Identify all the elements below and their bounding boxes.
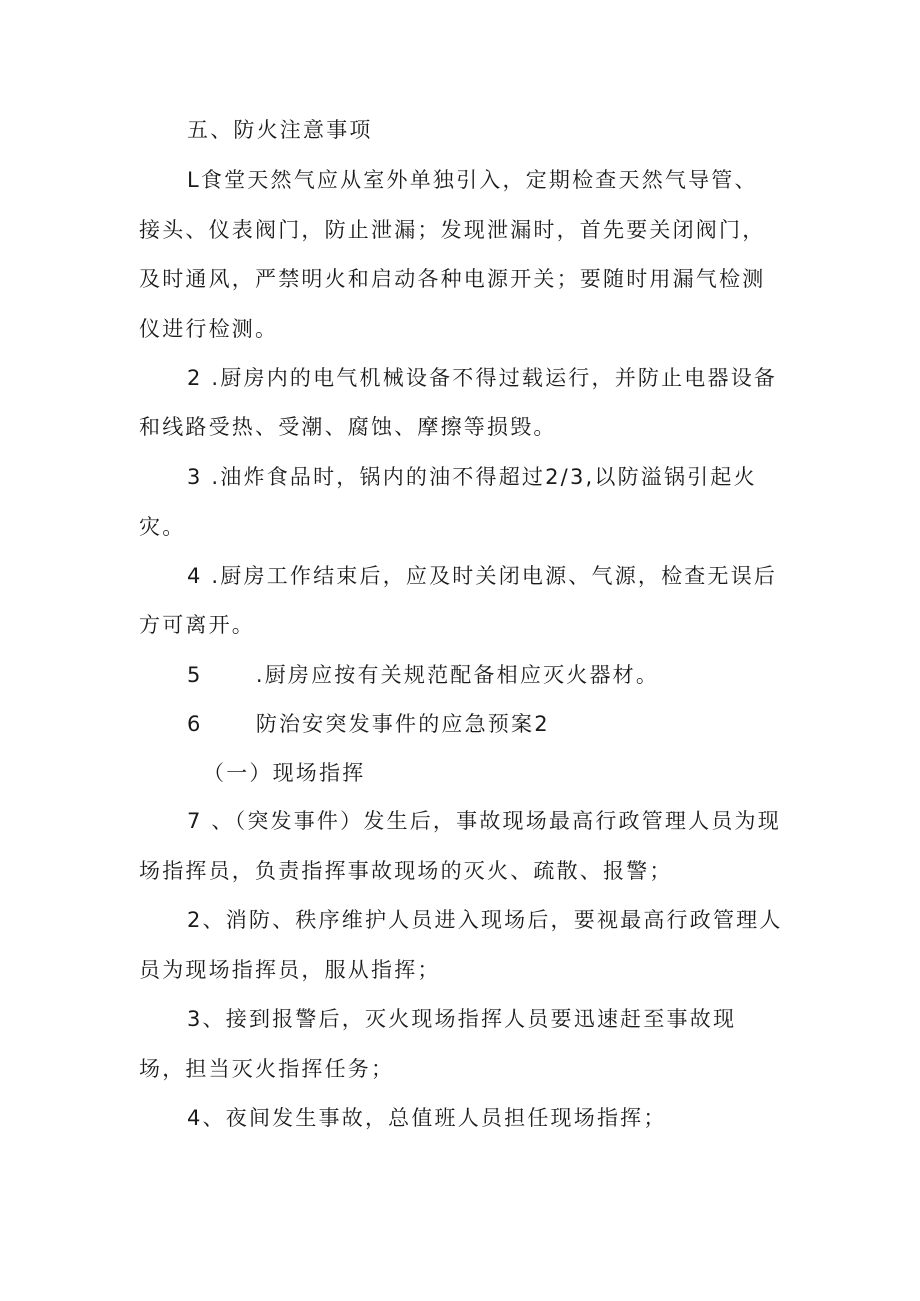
paragraph-line: 4 .厨房工作结束后，应及时关闭电源、气源，检查无误后 [187,564,778,588]
paragraph-line: 5 .厨房应按有关规范配备相应灭火器材。 [187,663,660,687]
paragraph-line: 3、接到报警后，灭火现场指挥人员要迅速赶至事故现 [187,1007,737,1031]
paragraph-line: 方可离开。 [139,613,255,637]
paragraph-line: 6 防治安突发事件的应急预案2 [187,712,550,736]
paragraph-line: 员为现场指挥员，服从指挥； [139,958,441,982]
paragraph-line: 场指挥员，负责指挥事故现场的灭火、疏散、报警； [139,859,673,883]
paragraph-line: 仪进行检测。 [139,317,279,341]
paragraph-line: 2 .厨房内的电气机械设备不得过载运行，并防止电器设备 [187,366,778,390]
paragraph-line: 3 .油炸食品时，锅内的油不得超过2/3,以防溢锅引起火 [187,465,757,489]
subsection-heading: （一）现场指挥 [203,761,366,785]
section-heading: 五、防火注意事项 [187,118,373,142]
paragraph-line: 2、消防、秩序维护人员进入现场后，要视最高行政管理人 [187,908,783,932]
paragraph-line: L食堂天然气应从室外单独引入，定期检查天然气导管、 [187,168,758,192]
paragraph-line: 和线路受热、受潮、腐蚀、摩擦等损毁。 [139,415,557,439]
paragraph-line: 7 、（突发事件）发生后，事故现场最高行政管理人员为现 [187,809,781,833]
paragraph-line: 及时通风，严禁明火和启动各种电源开关；要随时用漏气检测 [139,267,766,291]
paragraph-line: 灾。 [139,515,186,539]
paragraph-line: 场，担当灭火指挥任务； [139,1057,395,1081]
paragraph-line: 4、夜间发生事故，总值班人员担任现场指挥； [187,1106,667,1130]
paragraph-line: 接头、仪表阀门，防止泄漏；发现泄漏时，首先要关闭阀门， [139,218,766,242]
